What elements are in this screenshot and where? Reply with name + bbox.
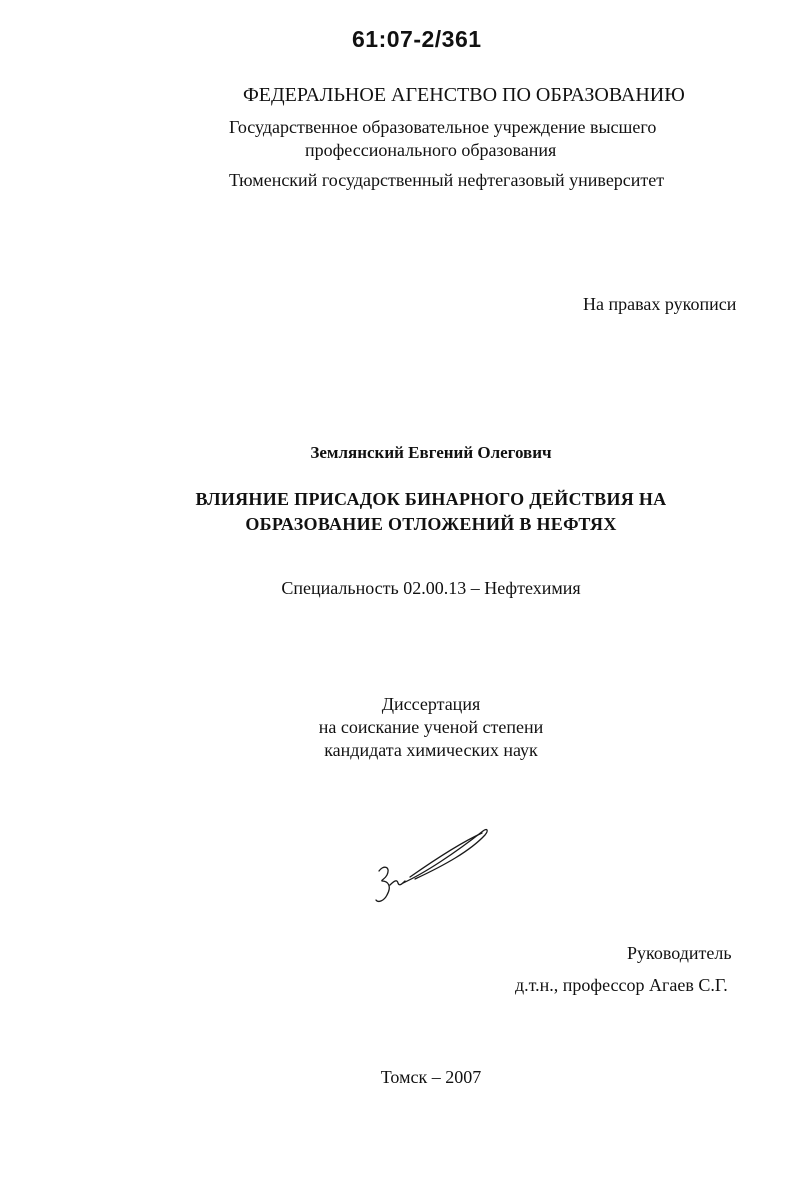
degree-block — [0, 693, 799, 762]
specialty: Специальность 02.00.13 – Нефтехимия — [281, 578, 581, 598]
university-name: Тюменский государственный нефтегазовый университет — [229, 170, 665, 190]
city-year: Томск – 2007 — [380, 1067, 482, 1087]
handwritten-signature — [370, 823, 495, 908]
institution-line-2: профессионального образования — [305, 140, 557, 160]
degree-line-3: кандидата химических наук — [324, 740, 538, 760]
institution-line-1: Государственное образовательное учреждение высшего — [229, 117, 657, 137]
catalog-number: 61:07-2/361 — [352, 26, 482, 52]
author-name: Землянский Евгений Олегович — [310, 443, 552, 462]
supervisor-name: д.т.н., профессор Агаев С.Г. — [515, 975, 728, 995]
title-line-2: ОБРАЗОВАНИЕ ОТЛОЖЕНИЙ В НЕФТЯХ — [245, 514, 617, 534]
dissertation-title — [0, 487, 799, 537]
title-line-1: ВЛИЯНИЕ ПРИСАДОК БИНАРНОГО ДЕЙСТВИЯ НА — [195, 489, 667, 509]
degree-line-2: на соискание ученой степени — [318, 717, 544, 737]
degree-line-1: Диссертация — [381, 694, 481, 714]
supervisor-label: Руководитель — [627, 943, 732, 963]
agency-name: ФЕДЕРАЛЬНОЕ АГЕНСТВО ПО ОБРАЗОВАНИЮ — [243, 84, 685, 106]
manuscript-note: На правах рукописи — [583, 294, 737, 314]
